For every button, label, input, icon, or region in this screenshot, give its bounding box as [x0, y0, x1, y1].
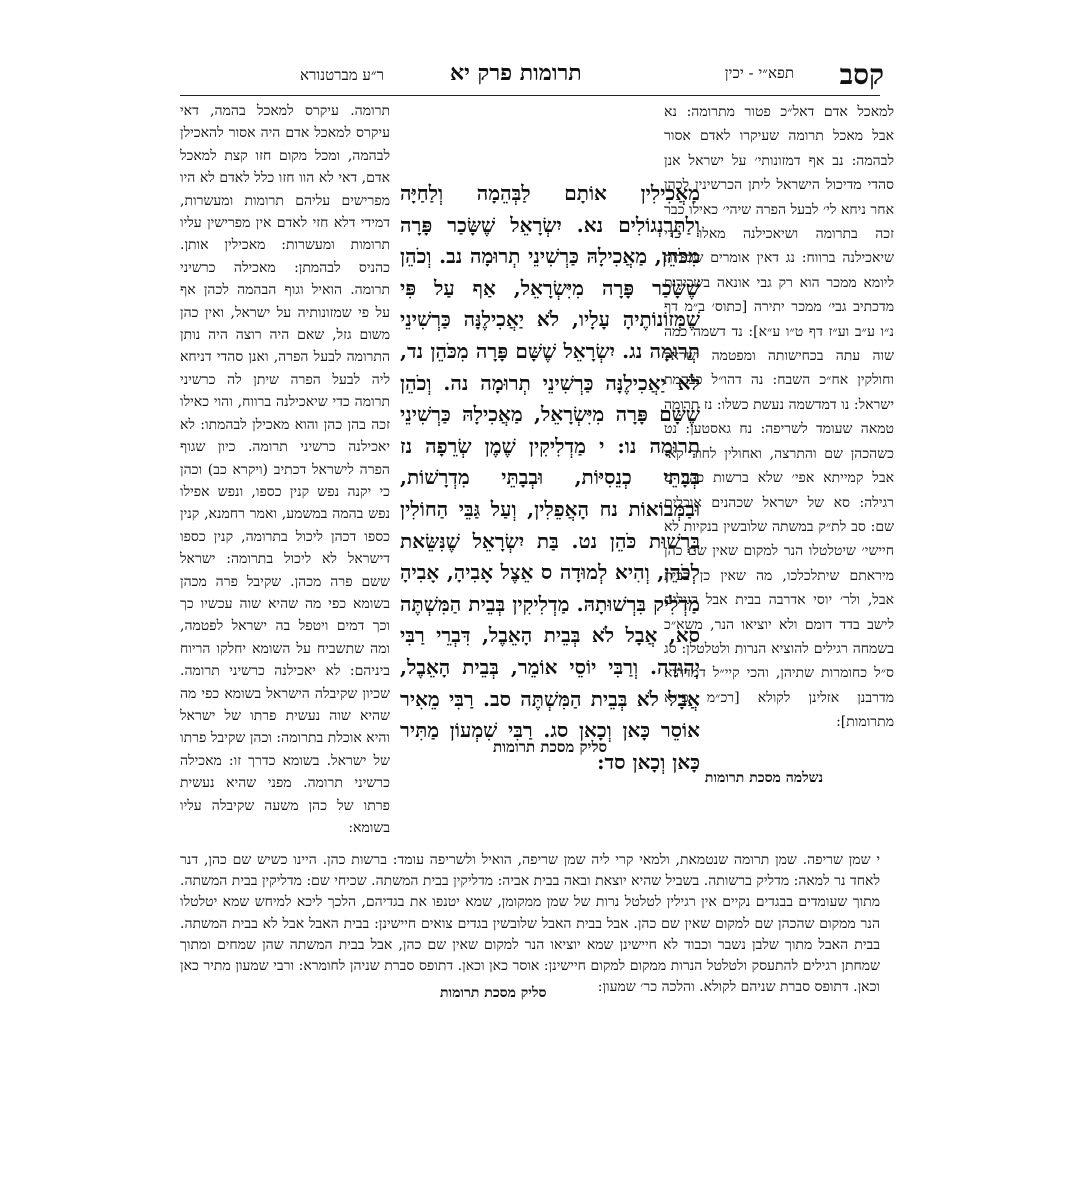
header-center-title: תרומות פרק יא: [450, 60, 582, 86]
mishnah-footer: סליק מסכת תרומות: [492, 738, 608, 756]
bottom-commentary: י שמן שריפה. שמן תרומה שנטמאת, ולמאי קרי ליה שמן שריפה, הואיל ולשריפה עומד: ברשות כהן. היינו כשיש שם כהן, דנר לאחד נר למאה: מדליק ברשותה. בשביל שהיא יוצאת ובאה בבית אביה: מדליקין בבית המשתה. שכיחי שם: מדליקין בבית המשתה. מתוך שעומדים בבגדים נקיים אין רגילין לטלטל נרות של שמן ממקומן, שמא יטנפו את בגדיהם, הלכך ליכא למיחש שמא יטלטלו הנר ממקום שהכהן שם למקום שאין שם כהן. אבל בבית האבל שלובשין בגדים צואים חיישינן: בבית האבל אבל לא בבית המשתה. בבית האבל מתוך שלבן נשבר וכבוד לא חיישינן שמא יוציאו הנר למקום שאין שם כהן, אבל בבית המשתה שהן שמחים ומתוך שמחתן רגילים להתעסק ולטלטל הנרות ממקום למקום חיישינן: אוסר כאן וכאן. דתופס סברת שניהן לחומרא: ורבי שמעון מתיר כאן וכאן. דתופס סברת שניהם לקולא. והלכה כר׳ שמעון:: [180, 852, 880, 996]
right-commentary-column: למאכל אדם דאל״כ פטור מתרומה: נא אבל מאכל תרומה שעיקרו לאדם אסור לבהמה: נב אף דמזונותי׳ על ישראל אנן סהדי מדיכול הישראל ליתן הכרשינין לכהן אחר ניחא לי׳ לבעל הפרה שיהי׳ כאילו כבר זכה בתרומה ושיאכילנה מאלו כדי שיאכילנה ברווח: נג דאין אומרים שכירות ליומא ממכר הוא רק גבי אונאה בשכירות מדכתיב גבי׳ ממכר יתירה [כתוס׳ ב״מ דף נ״ו ע״ב וע״ז דף ט״ו ע״א]: נד דשמה כמה שוה עתה בכחישותה ומפטמה ישראל וחולקין אח״כ השבח: נה דהו״ל כבהמת ישראל: נו דמדשמה נעשת כשלו: נז תרומה טמאה שעומד לשריפה: נח גאסטען: נט כשהכהן שם והתרצה, ואחולין לחוד קאי אבל קמייתא אפי׳ שלא ברשות כהן: ס רגילה: סא של ישראל שכהנים אוכלים שם: סב לת״ק במשתה שלובשין בנקיות לא חיישי׳ שיטלטלו הנר למקום שאין שם כהן מיראתם שיתלכלכו, מה שאין כן בבית אבל, ולר׳ יוסי אדרבה בבית אבל רגילים לישב בדד דומם ולא יוציאו הנר, משא״כ בשמחה רגילים להוציא הנרות ולטלטלן: סג ס״ל כחומרות שתיהן, והכי קיי״ל דמדהוא מדרבנן אזלינן לקולא [רכ״מ פי״א מתרומות]:: [664, 104, 894, 731]
bottom-footer: סליק מסכת תרומות: [440, 985, 547, 1001]
left-commentary-column: תרומה. עיקרס למאכל בהמה, דאי עיקרס למאכל אדם היה אסור להאכילן לבהמה, ומכל מקום חזו קצת למאכל אדם, דאי לא הוו חזו כלל לאדם לא היו מפרישים עליהם תרומות ומעשרות, דמידי דלא חזי לאדם אין מפרישין עליו תרומות ומעשרות: מאכילין אותן. כהניס לבהמתן: מאכילה כרשיני תרומה. הואיל וגוף הבהמה לכהן אף על פי שמזונותיה על ישראל, ואין כהן משום גזל, שאם היה רוצה היה נותן התרומה לבעל הפרה, ואנן סהדי דניחא ליה לבעל הפרה שיתן לה כרשיני תרומה כדי שיאכילנה ברווח, והוי כאילו זכה בהן כהן והוא מאכילן לבהמתו: לא יאכילנה כרשיני תרומה. כיון שגוף הפרה לישראל דכתיב (ויקרא כב) וכהן כי יקנה נפש קנין כספו, ונפש אפילו נפש בהמה במשמע, ואמר רחמנא, קנין כספו דכהן ליכול בתרומה, קנין כספו דישראל לא ליכול בתרומה: ישראל ששם פרה מכהן. שקיבל פרה מכהן בשומא כפי מה שהיא שוה עכשיו כך וכך דמים ויטפל בה ישראל לפטמה, ומה שתשביח על השומא יחלקו הריוח ביניהם: לא יאכילנה כרשיני תרומה. שכיון שקיבלה הישראל בשומא כפי מה שהיא שוה נעשית פרתו של ישראל והיא אוכלת בתרומה: וכהן שקיבל פרתו של ישראל. בשומא כדרך זו: מאכילה כרשיני תרומה. מפני שהיא נעשית פרתו של כהן משעה שקיבלה עליו בשומא:: [180, 103, 390, 836]
header-rule: [180, 95, 880, 96]
page-number: קסב: [839, 58, 884, 91]
header-left-title: ר״ע מברטנורא: [300, 66, 384, 84]
right-column-footer: נשלמה מסכת תרומות: [704, 770, 824, 786]
mishnah-text: מַאֲכִילִין אוֹתָם לַבְּהֵמָה וְלַחַיָּה וְלַתַּרְנְגוֹלִים נא. יִשְׂרָאֵל שֶׁשָּׂכַר פָּרָה מִכֹּהֵן, מַאֲכִילָהּ כַּרְשִׁינֵי תְרוּמָה נב. וְכֹהֵן שֶׁשָּׂכַר פָּרָה מִיִּשְׂרָאֵל, אַף עַל פִּי שֶׁמְּזוֹנוֹתֶיהָ עָלָיו, לֹא יַאֲכִילֶנָּה כַּרְשִׁינֵי תְרוּמָה נג. יִשְׂרָאֵל שֶׁשָּׁם פָּרָה מִכֹּהֵן נד, לֹא יַאֲכִילֶנָּה כַּרְשִׁינֵי תְרוּמָה נה. וְכֹהֵן שֶׁשָּׁם פָּרָה מִיִּשְׂרָאֵל, מַאֲכִילָהּ כַּרְשִׁינֵי תְרוּמָה נו: י מַדְלִיקִין שֶׁמֶן שְׂרֵפָה נז בְּבָתֵּי כְנֵסִיּוֹת, וּבְבָתֵּי מִדְרָשׁוֹת, וּבַמְּבוֹאוֹת נח הָאֲפֵלִין, וְעַל גַּבֵּי הַחוֹלִין בִּרְשׁוּת כֹּהֵן נט. בַּת יִשְׂרָאֵל שֶׁנִּשֵּׂאת לְכֹהֵן, וְהִיא לְמוּדָה ס אֵצֶל אָבִיהָ, אָבִיהָ מַדְלִיק בִּרְשׁוּתָהּ. מַדְלִיקִין בְּבֵית הַמִּשְׁתֶּה סא, אֲבָל לֹא בְּבֵית הָאֵבֶל, דִּבְרֵי רַבִּי יְהוּדָה. וְרַבִּי יוֹסֵי אוֹמֵר, בְּבֵית הָאֵבֶל, אֲבָל לֹא בְּבֵית הַמִּשְׁתֶּה סב. רַבִּי מֵאִיר אוֹסֵר כָּאן וְכָאן סג. רַבִּי שִׁמְעוֹן מַתִּיר כָּאן וְכָאן סד:: [400, 181, 700, 774]
header-subtitle: תפא״י - יכין: [724, 64, 794, 82]
